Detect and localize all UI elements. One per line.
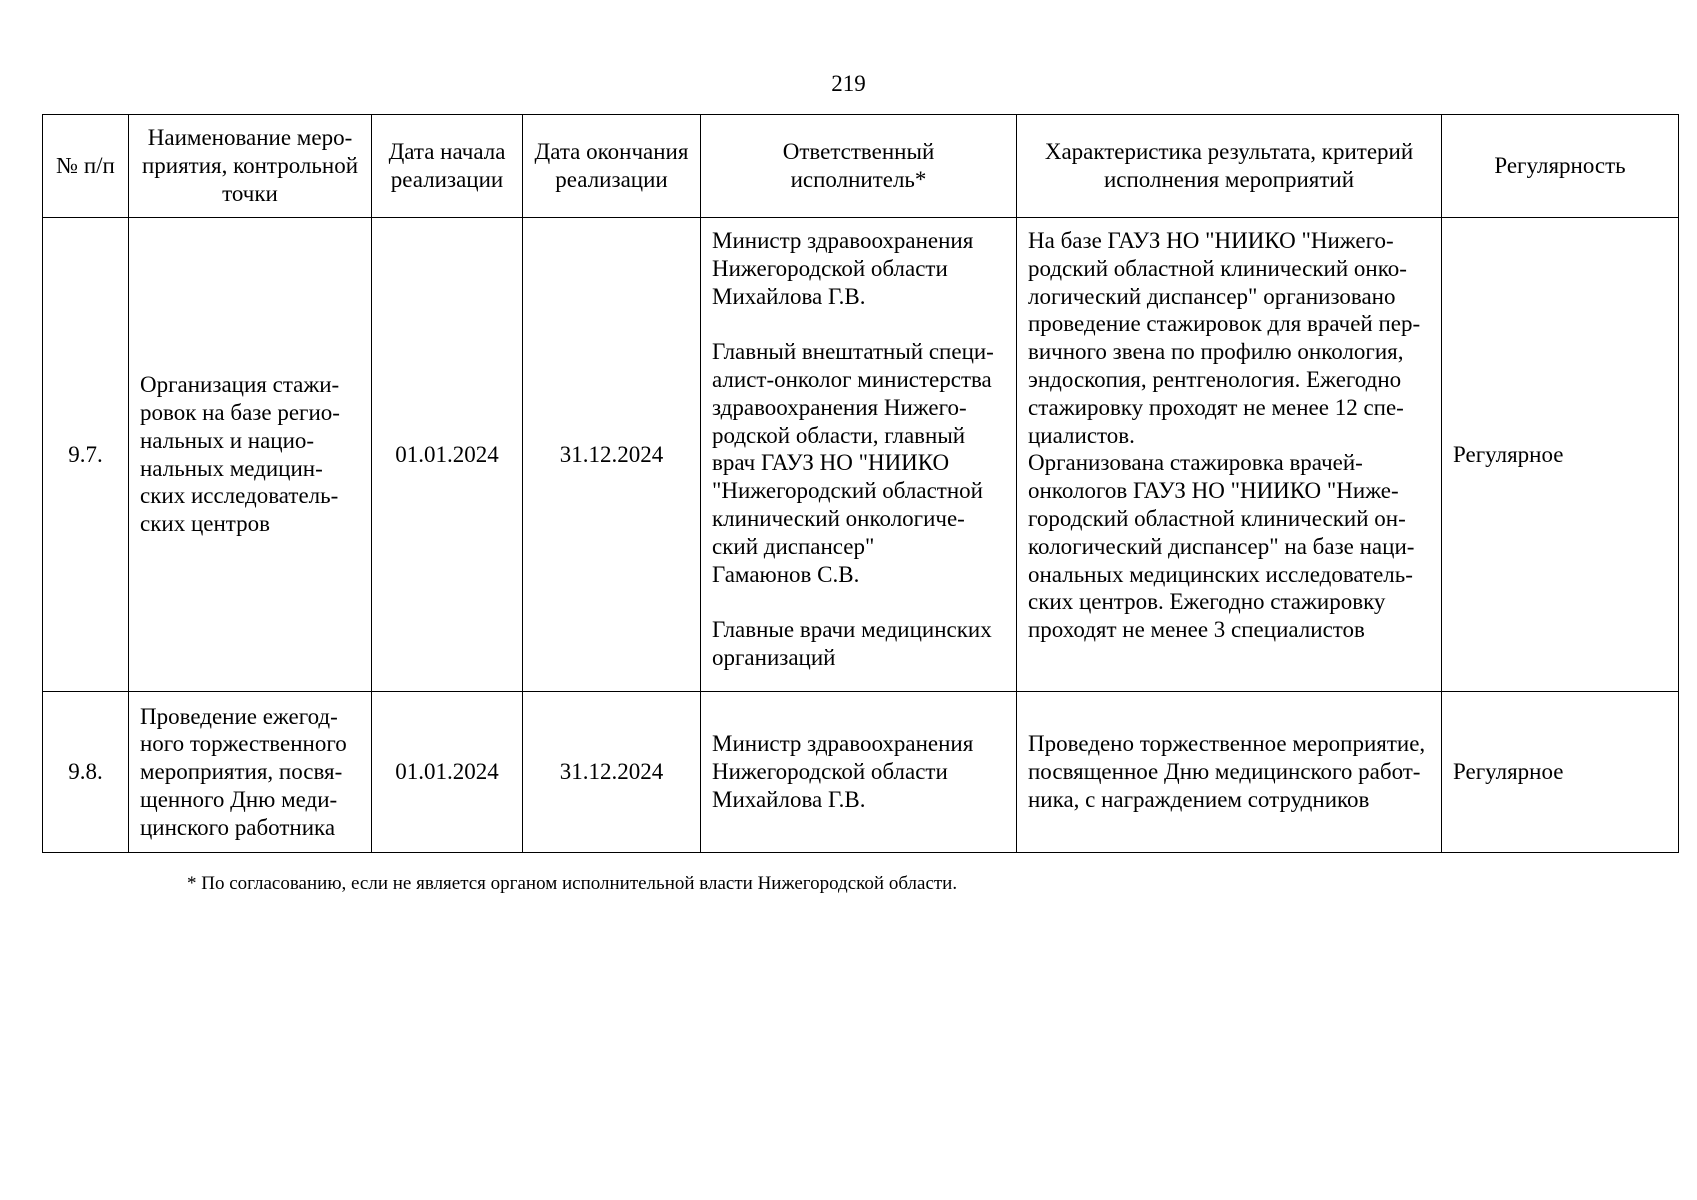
responsible-executor: Министр здравоохранения Нижегородской области Михайлова Г.В. Главный внештатный специ- алист-онколог министерства здравоохранения Нижего- родской области, главный врач ГАУЗ НО "НИИКО "Нижегородский областной клинический онкологиче- ский диспансер" Гамаюнов С.В. Главные врачи медицинских организаций <box>701 218 1017 692</box>
responsible-executor: Министр здравоохранения Нижегородской области Михайлова Г.В. <box>701 692 1017 853</box>
header-name: Наименование меро- приятия, контрольной точки <box>129 115 372 218</box>
result-description: Проведено торжественное мероприятие, посвященное Дню медицинского работ- ника, с награждением сотрудников <box>1017 692 1442 853</box>
header-number: № п/п <box>43 115 129 218</box>
header-regularity: Регулярность <box>1442 115 1679 218</box>
activity-name: Проведение ежегод- ного торжественного мероприятия, посвя- щенного Дню меди- цинского работника <box>129 692 372 853</box>
table-header-row <box>43 115 1679 218</box>
row-number: 9.8. <box>43 692 129 853</box>
table-row <box>43 218 1679 692</box>
table-row <box>43 692 1679 853</box>
header-executor: Ответственный исполнитель* <box>701 115 1017 218</box>
header-start-date: Дата начала реализации <box>372 115 523 218</box>
result-description: На базе ГАУЗ НО "НИИКО "Нижего- родский областной клинический онко- логический диспансер" организовано проведение стажировок для врачей пер- вичного звена по профилю онкология, эндоскопия, рентгенология. Ежегодно стажировку проходят не менее 12 спе- циалистов. Организована стажировка врачей- онкологов ГАУЗ НО "НИИКО "Ниже- городский областной клинический он- кологический диспансер" на базе наци- ональных медицинских исследователь- ских центров. Ежегодно стажировку проходят не менее 3 специалистов <box>1017 218 1442 692</box>
row-number: 9.7. <box>43 218 129 692</box>
header-result: Характеристика результата, критерий исполнения мероприятий <box>1017 115 1442 218</box>
end-date: 31.12.2024 <box>523 218 701 692</box>
header-end-date: Дата окончания реализации <box>523 115 701 218</box>
regularity: Регулярное <box>1442 218 1679 692</box>
page-number: 219 <box>831 71 866 96</box>
end-date: 31.12.2024 <box>523 692 701 853</box>
footnote: * По согласованию, если не является органом исполнительной власти Нижегородской области. <box>187 873 958 894</box>
activity-name: Организация стажи- ровок на базе регио- нальных и нацио- нальных медицин- ских исследователь- ских центров <box>129 218 372 692</box>
start-date: 01.01.2024 <box>372 692 523 853</box>
activities-table <box>42 114 1679 853</box>
regularity: Регулярное <box>1442 692 1679 853</box>
start-date: 01.01.2024 <box>372 218 523 692</box>
